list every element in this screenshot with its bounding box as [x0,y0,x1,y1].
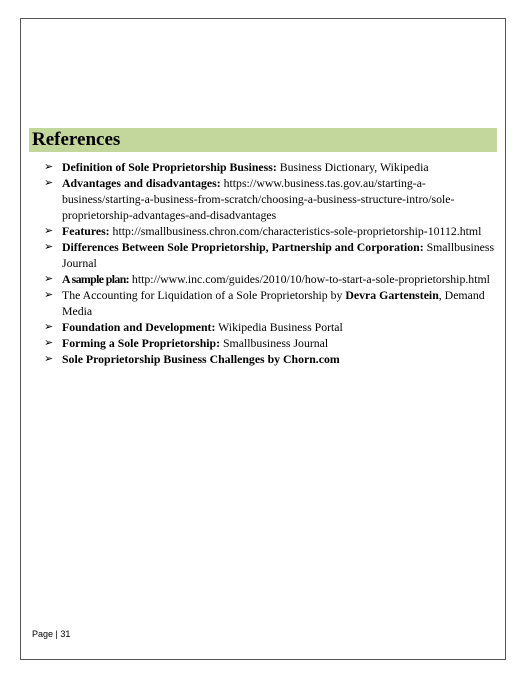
page-number-footer: Page | 31 [32,629,71,639]
arrow-bullet-icon: ➢ [44,352,54,365]
references-heading: References [32,129,121,150]
reference-text: https://www.business.tas.gov.au/starting-a-business/starting-a-business-from-scratch/choosing-a-business-structure-intro/sole-proprietorship-advantages-and-disadvantages [62,176,455,222]
reference-label: Definition of Sole Proprietorship Business: [62,160,277,174]
arrow-bullet-icon: ➢ [44,272,54,285]
reference-label: A sample plan: [62,272,129,286]
reference-item-differences [44,239,498,271]
references-heading-bar [29,128,497,152]
reference-text: http://smallbusiness.chron.com/characteristics-sole-proprietorship-10112.html [109,224,482,238]
reference-label: Forming a Sole Proprietorship: [62,336,221,350]
reference-item-accounting [44,287,498,319]
arrow-bullet-icon: ➢ [44,176,54,189]
references-list [44,159,498,367]
arrow-bullet-icon: ➢ [44,288,54,301]
arrow-bullet-icon: ➢ [44,240,54,253]
reference-label: Sole Proprietorship Business Challenges by Chorn.com [62,352,340,366]
reference-item-challenges [44,351,498,367]
reference-text: The Accounting for Liquidation of a Sole Proprietorship by [62,288,346,302]
reference-text: Business Dictionary, Wikipedia [276,160,429,174]
reference-label: Features: [62,224,110,238]
arrow-bullet-icon: ➢ [44,160,54,173]
reference-item-definition [44,159,498,175]
reference-item-sample-plan [44,271,498,287]
reference-item-advantages [44,175,498,223]
reference-text: Smallbusiness Journal [220,336,329,350]
reference-item-forming [44,335,498,351]
arrow-bullet-icon: ➢ [44,320,54,333]
reference-text: , Demand Media [62,288,485,318]
reference-item-foundation [44,319,498,335]
reference-label: Differences Between Sole Proprietorship, Partnership and Corporation: [62,240,424,254]
reference-text: Wikipedia Business Portal [215,320,343,334]
arrow-bullet-icon: ➢ [44,336,54,349]
reference-label: Advantages and disadvantages: [62,176,221,190]
reference-item-features [44,223,498,239]
reference-text: Smallbusiness Journal [62,240,495,270]
reference-label: Foundation and Development: [62,320,216,334]
reference-author: Devra Gartenstein [345,288,439,302]
arrow-bullet-icon: ➢ [44,224,54,237]
reference-text: http://www.inc.com/guides/2010/10/how-to-start-a-sole-proprietorship.html [128,272,490,286]
